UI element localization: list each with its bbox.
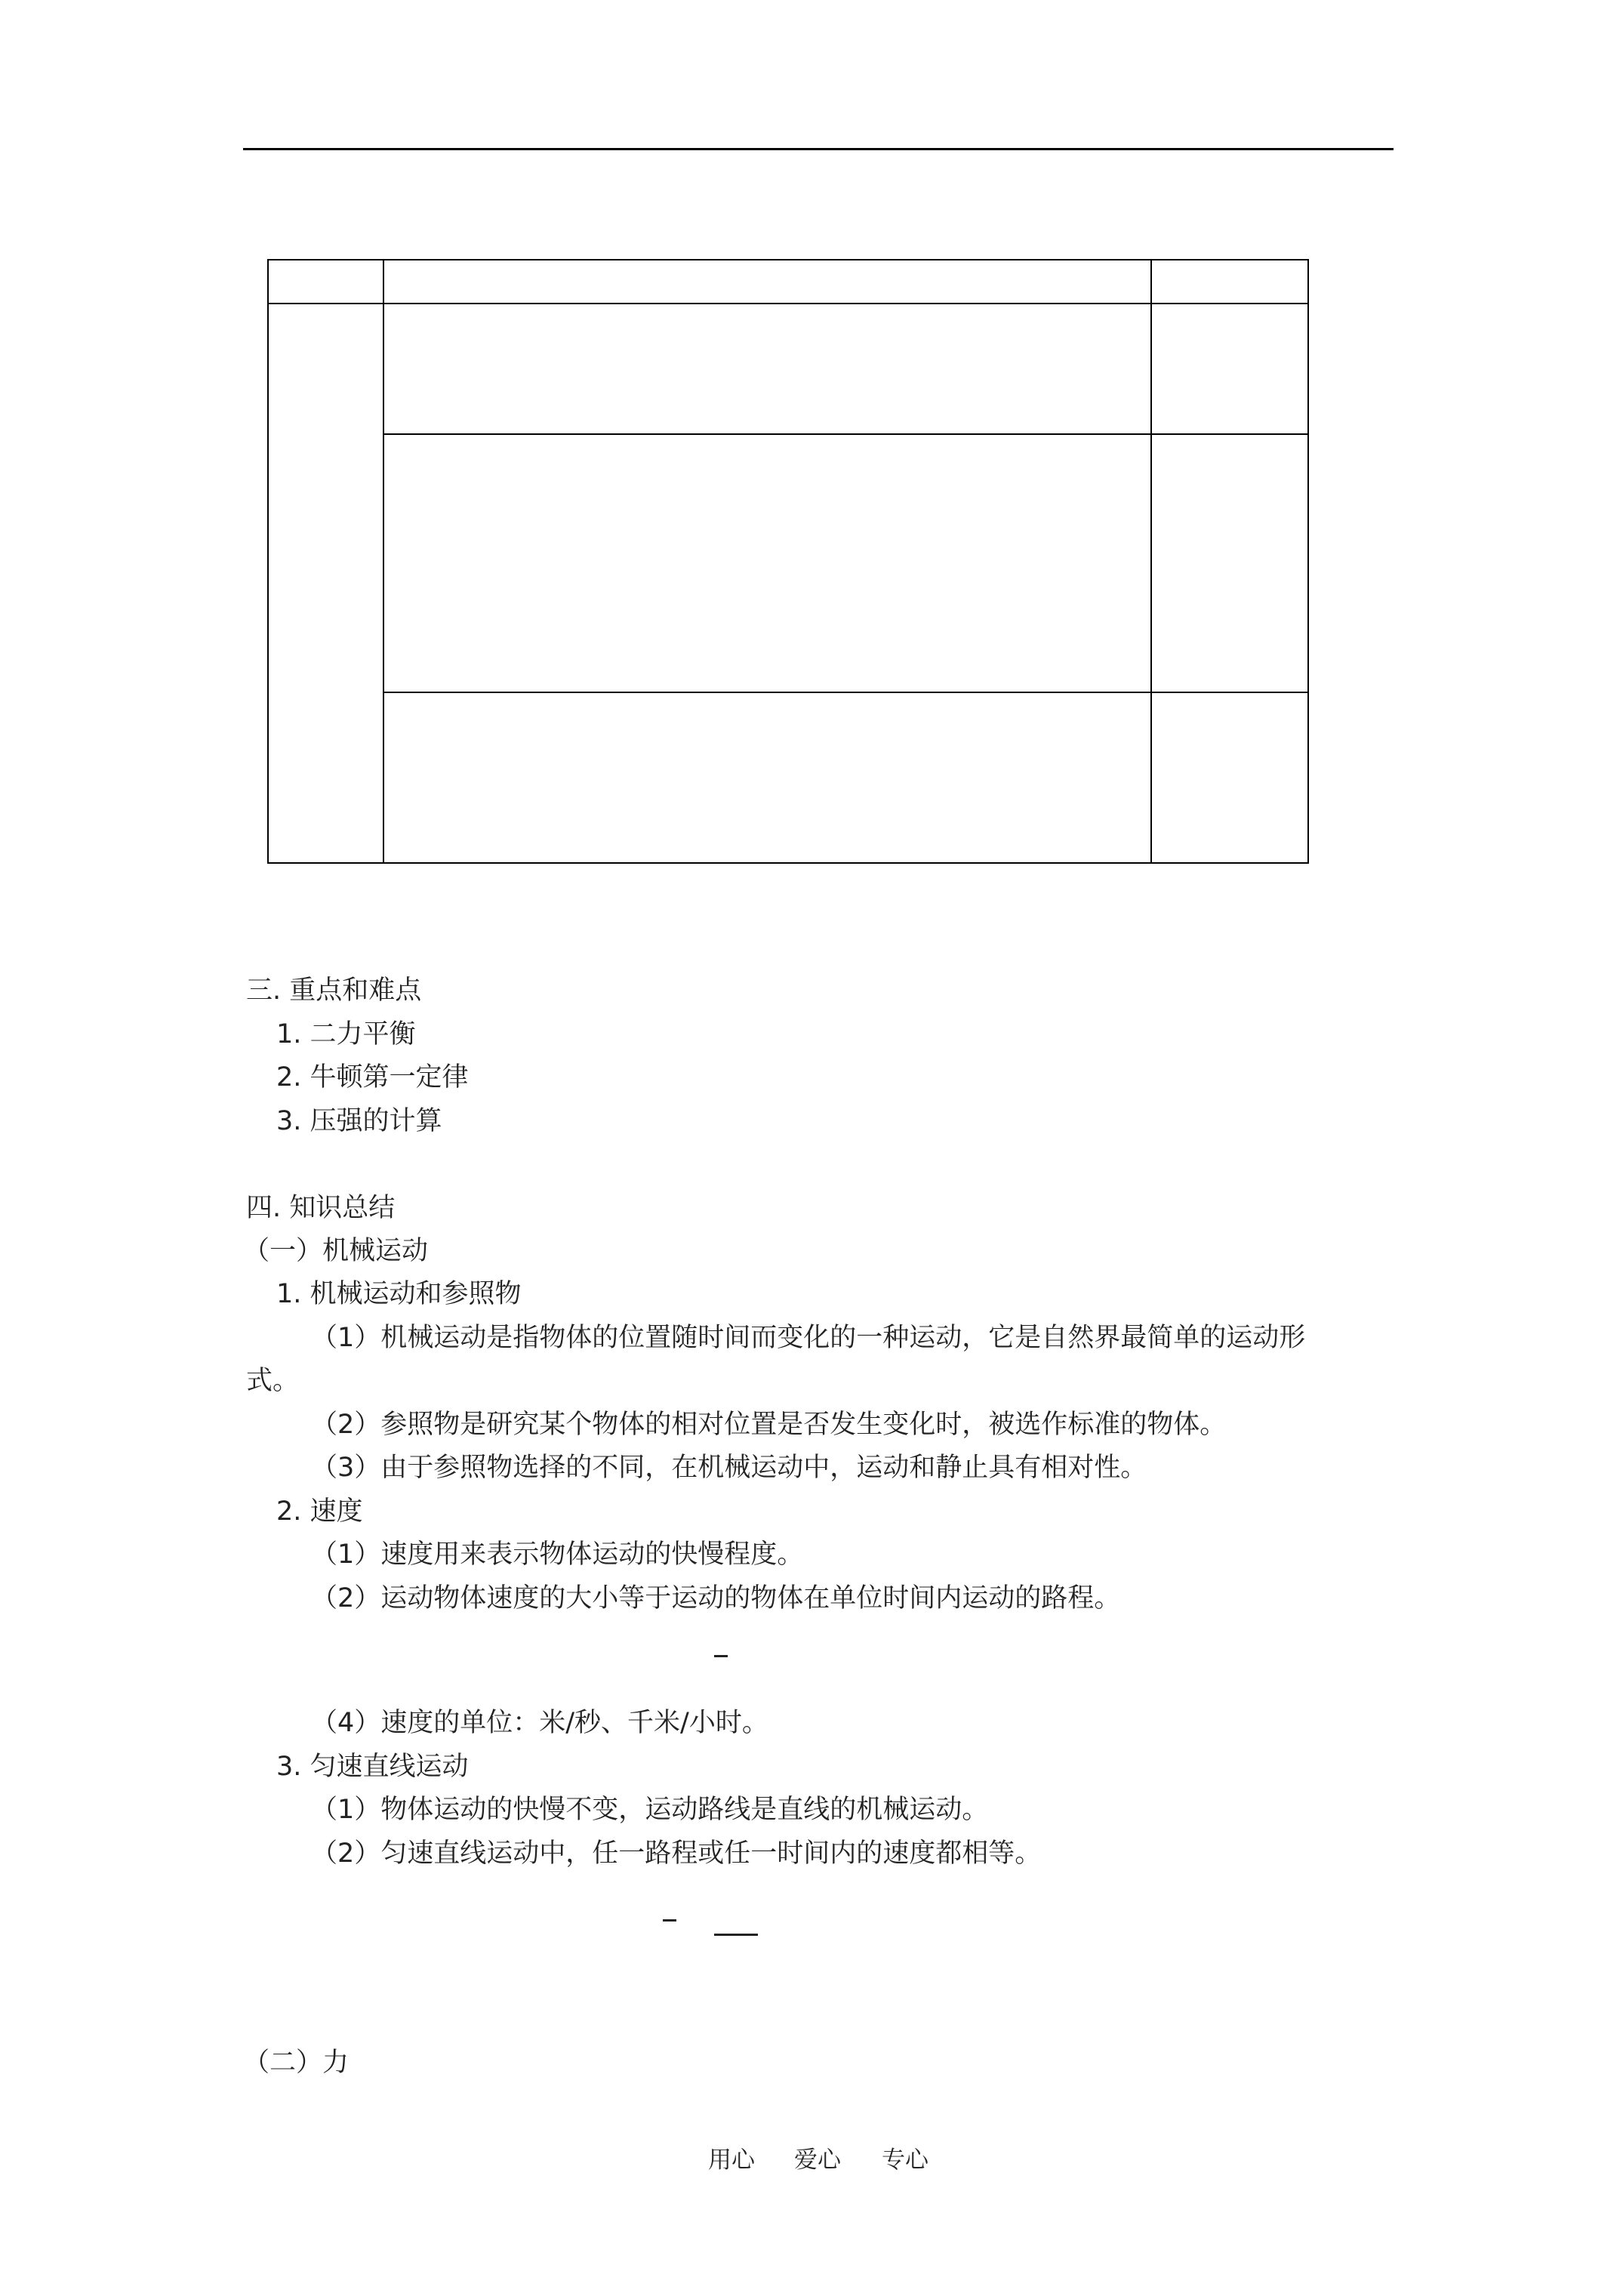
subsection-heading: （二）力 <box>243 2048 350 2078</box>
footer-text: 用心 <box>708 2147 755 2174</box>
footer-text: 专心 <box>882 2147 929 2174</box>
paragraph: （2）运动物体速度的大小等于运动的物体在单位时间内运动的路程。 <box>311 1583 1121 1613</box>
list-item: 3. 压强的计算 <box>276 1106 442 1136</box>
formula-dash <box>714 1655 728 1657</box>
section-4-heading: 四. 知识总结 <box>246 1193 396 1223</box>
empty-table <box>267 259 1309 864</box>
subsection-heading: （一）机械运动 <box>243 1236 429 1266</box>
list-item: 1. 二力平衡 <box>276 1019 416 1049</box>
paragraph: （1）速度用来表示物体运动的快慢程度。 <box>311 1539 804 1570</box>
section-3-heading: 三. 重点和难点 <box>246 975 422 1006</box>
paragraph-heading: 1. 机械运动和参照物 <box>276 1279 522 1309</box>
paragraph-heading: 3. 匀速直线运动 <box>276 1752 469 1782</box>
paragraph: （2）参照物是研究某个物体的相对位置是否发生变化时，被选作标准的物体。 <box>311 1410 1227 1440</box>
formula-fraction-bar <box>714 1934 758 1936</box>
footer-text: 爱心 <box>794 2147 841 2174</box>
paragraph: （3）由于参照物选择的不同，在机械运动中，运动和静止具有相对性。 <box>311 1453 1147 1483</box>
header-rule <box>243 148 1394 150</box>
paragraph: （1）物体运动的快慢不变，运动路线是直线的机械运动。 <box>311 1795 989 1825</box>
paragraph: （1）机械运动是指物体的位置随时间而变化的一种运动，它是自然界最简单的运动形 <box>311 1323 1306 1353</box>
list-item: 2. 牛顿第一定律 <box>276 1062 469 1093</box>
paragraph: 式。 <box>246 1366 300 1396</box>
paragraph: （2）匀速直线运动中，任一路程或任一时间内的速度都相等。 <box>311 1838 1042 1869</box>
paragraph-heading: 2. 速度 <box>276 1496 363 1527</box>
formula-dash <box>663 1919 676 1922</box>
paragraph: （4）速度的单位：米/秒、千米/小时。 <box>311 1708 768 1738</box>
